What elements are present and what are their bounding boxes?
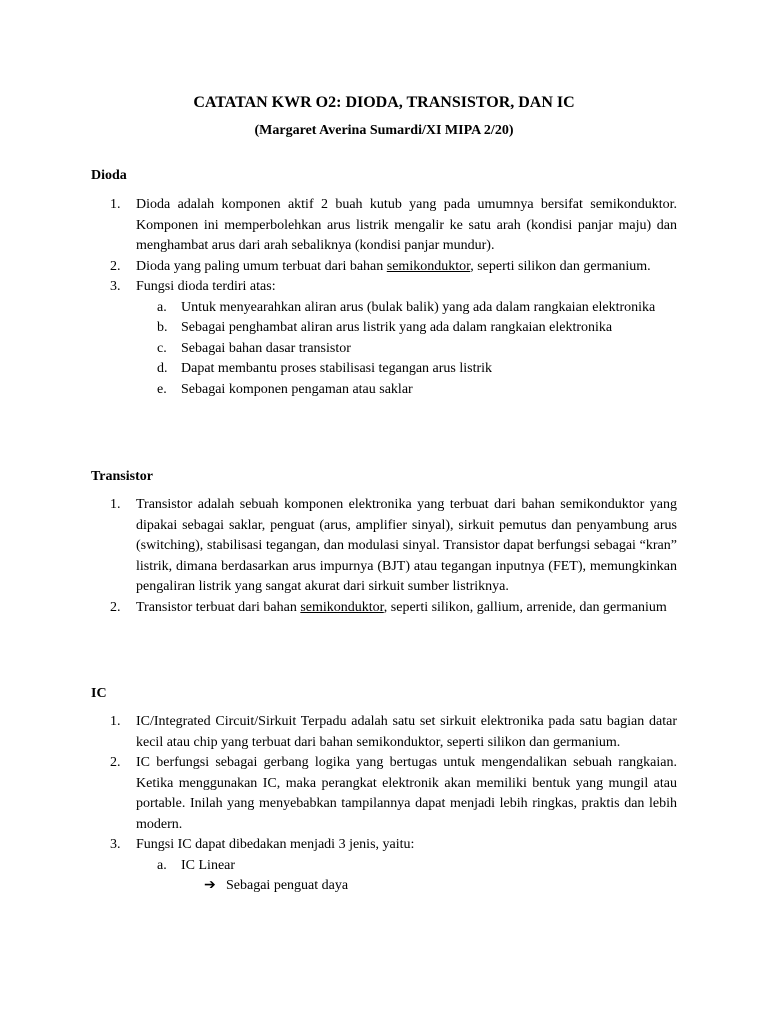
list-number: 1. [110,714,121,729]
list-item [0,277,768,298]
sub-list-item [0,318,768,339]
list-item-text: Fungsi dioda terdiri atas: [136,279,276,294]
sub-list-item-text: Untuk menyearahkan aliran arus (bulak balik) yang ada dalam rangkaian elektronika [181,299,656,315]
sub-list-item [0,856,768,877]
sub-list-item [0,339,768,360]
ic-list [0,712,768,897]
list-number: 2. [110,755,121,770]
list-number: 3. [110,279,121,294]
sub-list-letter: e. [157,381,167,397]
sub-list-item-text: Sebagai komponen pengaman atau saklar [181,381,413,397]
list-item [0,495,768,598]
list-item [0,712,768,753]
list-item [0,598,768,619]
arrow-right-icon: ➔ [204,878,216,893]
section-heading-transistor: Transistor [91,469,153,484]
arrow-list-item [0,876,768,897]
list-item [0,835,768,856]
sub-list-item [0,380,768,401]
list-item [0,753,768,835]
list-item [0,257,768,278]
sub-list-item-text: Sebagai bahan dasar transistor [181,340,351,356]
sub-list-item [0,359,768,380]
list-number: 3. [110,837,121,852]
sub-list-item-text: IC Linear [181,857,236,873]
list-item-text: IC berfungsi sebagai gerbang logika yang bertugas untuk mengendalikan sebuah rangkaian. Ketika menggunakan IC, maka perangkat elektronik akan memiliki bentuk yang mungil atau portable. Inilah yang menyebabkan tampilannya dapat menjadi lebih ringkas, praktis dan lebih modern. [136,755,677,832]
list-number: 2. [110,599,121,615]
sub-list-item-text: Sebagai penghambat aliran arus listrik yang ada dalam rangkaian elektronika [181,320,613,335]
sub-list-item-text: Dapat membantu proses stabilisasi tegangan arus listrik [181,361,493,376]
arrow-list-item-text: Sebagai penguat daya [226,878,349,893]
list-number: 1. [110,197,121,212]
list-item [0,195,768,257]
list-item-text: Transistor terbuat dari bahan semikonduktor, seperti silikon, gallium, arrenide, dan germanium [136,599,667,615]
underlined-term: semikonduktor [300,599,384,615]
list-item-text: Dioda adalah komponen aktif 2 buah kutub yang pada umumnya bersifat semikonduktor. Komponen ini memperbolehkan arus listrik mengalir ke satu arah (kondisi panjar maju) dan menghambat arus dari arah sebaliknya (kondisi panjar mundur). [136,197,677,253]
sub-list-letter: a. [157,857,167,873]
document-title: CATATAN KWR O2: DIODA, TRANSISTOR, DAN IC [193,94,575,111]
list-item-text: Fungsi IC dapat dibedakan menjadi 3 jenis, yaitu: [136,837,415,852]
sub-list-letter: b. [157,320,168,335]
sub-list-letter: d. [157,361,168,376]
sub-list-item [0,298,768,319]
list-item-text: Transistor adalah sebuah komponen elektronika yang terbuat dari bahan semikonduktor yang dipakai sebagai saklar, penguat (arus, amplifier sinyal), sirkuit pemutus dan penyambung arus (switching), stabilisasi tegangan, dan modulasi sinyal. Transistor dapat berfungsi sebagai “kran” listrik, dimana berdasarkan arus impurnya (BJT) atau tegangan inputnya (FET), memungkinkan pengaliran listrik yang sangat akurat dari sirkuit sumber listriknya. [136,497,677,594]
sub-list-letter: a. [157,299,167,315]
dioda-list [0,195,768,400]
section-heading-dioda: Dioda [91,168,127,183]
section-heading-ic: IC [91,686,107,701]
list-item-text: Dioda yang paling umum terbuat dari bahan semikonduktor, seperti silikon dan germanium. [136,258,651,274]
list-item-text: IC/Integrated Circuit/Sirkuit Terpadu adalah satu set sirkuit elektronika pada satu bagian datar kecil atau chip yang terbuat dari bahan semikonduktor, seperti silikon dan germanium. [136,714,677,750]
transistor-list [0,495,768,618]
underlined-term: semikonduktor [386,258,471,274]
list-number: 2. [110,258,121,274]
sub-list-letter: c. [157,340,167,356]
document-subtitle: (Margaret Averina Sumardi/XI MIPA 2/20) [254,123,514,138]
list-number: 1. [110,497,121,512]
